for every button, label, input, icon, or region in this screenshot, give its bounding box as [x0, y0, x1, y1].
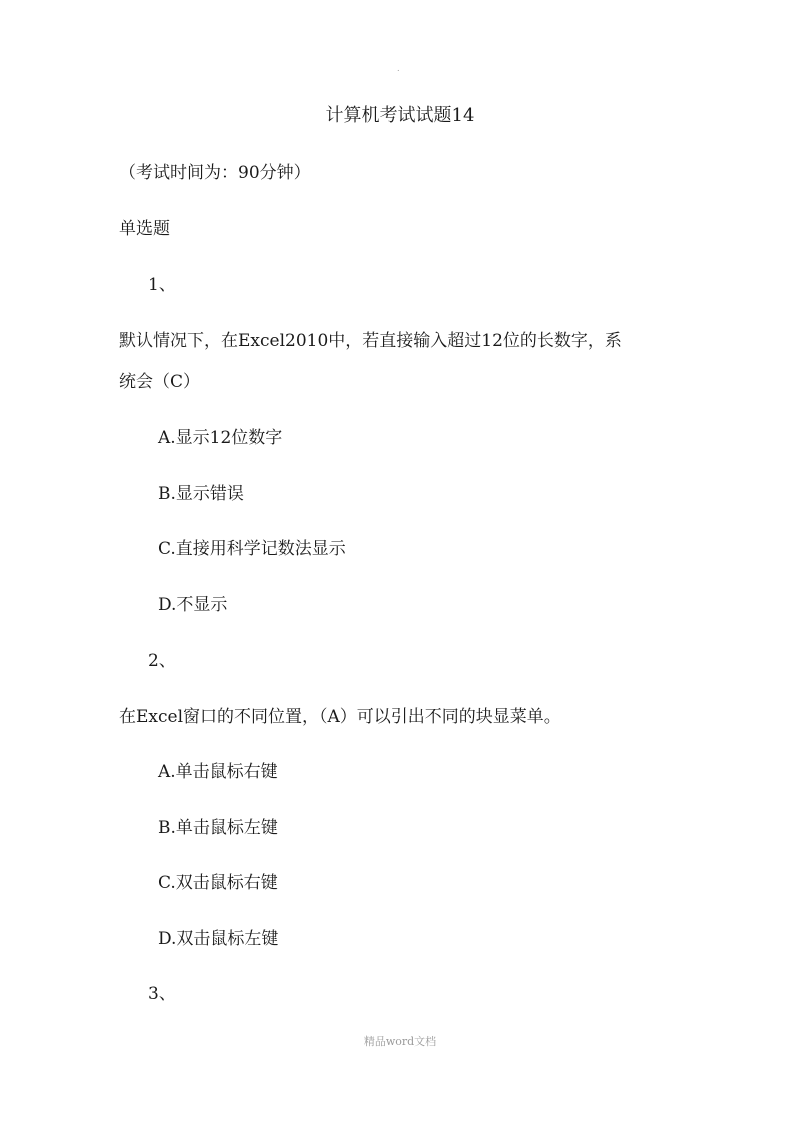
section-heading: 单选题: [119, 219, 170, 239]
question-2-option-b: B.单击鼠标左键: [158, 818, 278, 838]
question-1-option-a: A.显示12位数字: [158, 428, 283, 448]
page-title: 计算机考试试题14: [325, 105, 475, 126]
question-1-number: 1、: [148, 275, 176, 295]
header-mark: .: [397, 64, 400, 73]
question-2-number: 2、: [148, 651, 176, 671]
question-2-option-d: D.双击鼠标左键: [158, 929, 279, 949]
question-1-stem-line2: 统会（C）: [119, 372, 201, 392]
exam-duration: （考试时间为：90分钟）: [119, 163, 311, 183]
question-1-stem-line1: 默认情况下，在Excel2010中，若直接输入超过12位的长数字，系: [119, 331, 622, 351]
page-footer: 精品word文档: [363, 1035, 437, 1048]
question-2-stem: 在Excel窗口的不同位置，（A）可以引出不同的块显菜单。: [119, 707, 561, 727]
question-2-option-c: C.双击鼠标右键: [158, 873, 278, 893]
question-1-option-c: C.直接用科学记数法显示: [158, 539, 346, 559]
question-3-number: 3、: [148, 984, 176, 1004]
question-1-option-d: D.不显示: [158, 595, 228, 615]
question-2-option-a: A.单击鼠标右键: [158, 762, 278, 782]
question-1-option-b: B.显示错误: [158, 484, 244, 504]
